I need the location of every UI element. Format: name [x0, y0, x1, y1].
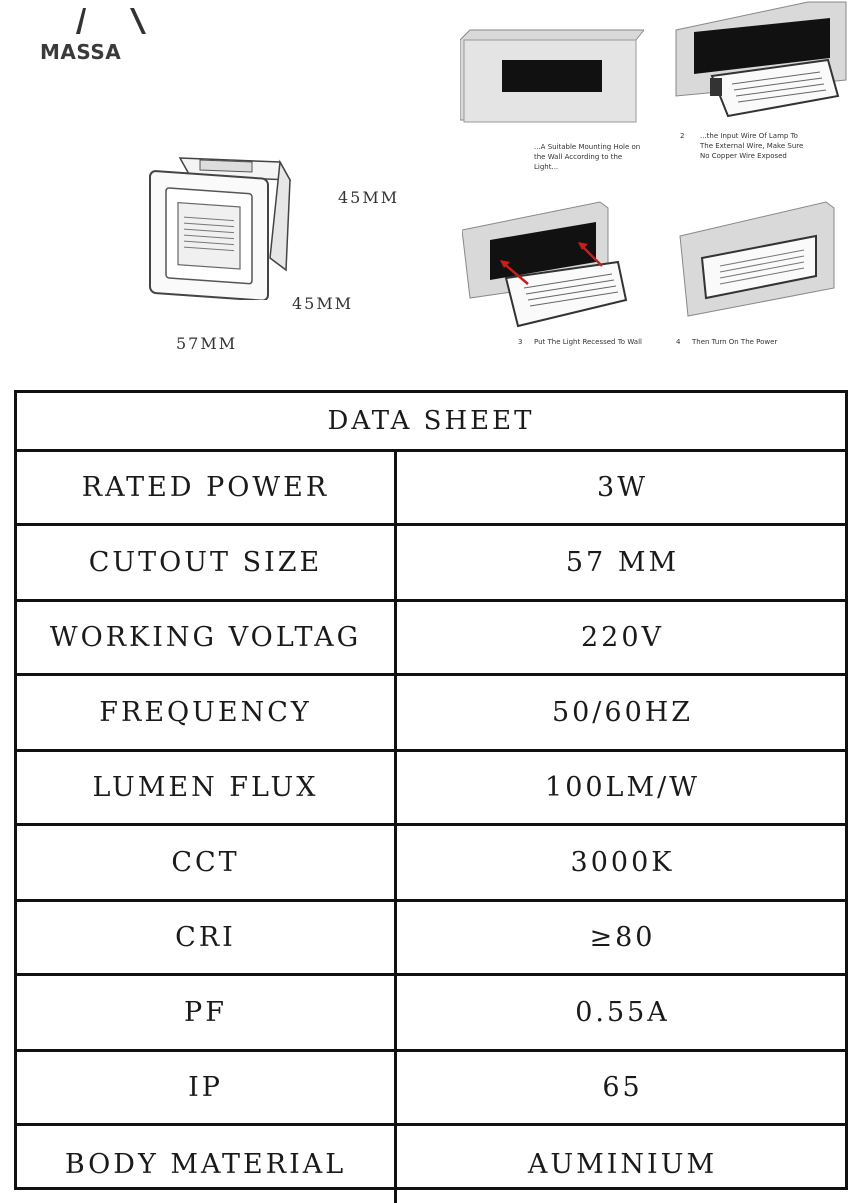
spec-value: 220V — [580, 622, 665, 653]
table-row — [17, 673, 845, 749]
dimension-depth: 45MM — [292, 294, 354, 313]
table-row — [17, 823, 845, 899]
spec-value: 65 — [602, 1072, 643, 1103]
table-row — [17, 1123, 845, 1203]
table-row — [17, 523, 845, 599]
spec-value: 50/60HZ — [551, 697, 694, 728]
step3-number: 3 — [518, 338, 523, 346]
product-illustration-area — [0, 0, 864, 390]
product-drawing — [140, 140, 310, 300]
table-row — [17, 973, 845, 1049]
step1-illustration — [460, 28, 644, 128]
spec-label: LUMEN FLUX — [17, 752, 397, 823]
table-row — [17, 749, 845, 823]
step2-caption: ...the Input Wire Of Lamp To The External Wire, Make Sure No Copper Wire Exposed — [700, 132, 804, 160]
brand-name: MASSA — [40, 40, 122, 64]
spec-label: RATED POWER — [17, 452, 397, 523]
table-row — [17, 899, 845, 973]
spec-label: WORKING VOLTAG — [17, 602, 397, 673]
spec-label: CCT — [17, 826, 397, 899]
spec-label: PF — [17, 976, 397, 1049]
dimension-height: 45MM — [338, 188, 400, 207]
step4-illustration — [676, 200, 836, 322]
step4-number: 4 — [676, 338, 681, 346]
step2-number: 2 — [680, 132, 685, 140]
data-sheet-title: DATA SHEET — [327, 406, 535, 436]
table-row — [17, 599, 845, 673]
step3-illustration — [462, 200, 648, 332]
spec-label: IP — [17, 1052, 397, 1123]
spec-value: ≥80 — [589, 922, 656, 953]
step2-illustration — [668, 0, 852, 130]
data-sheet-table — [14, 390, 848, 1190]
dimension-width: 57MM — [176, 334, 238, 353]
step3-caption: Put The Light Recessed To Wall — [534, 338, 642, 346]
spec-value: 0.55A — [575, 997, 670, 1028]
step1-caption: ...A Suitable Mounting Hole on the Wall According to the Light... — [534, 143, 641, 171]
spec-value: AUMINIUM — [527, 1149, 718, 1180]
spec-value: 3000K — [570, 847, 675, 878]
spec-label: CRI — [17, 902, 397, 973]
spec-value: 100LM/W — [545, 772, 700, 803]
spec-label: CUTOUT SIZE — [17, 526, 397, 599]
table-row — [17, 1049, 845, 1123]
spec-label: BODY MATERIAL — [17, 1126, 397, 1203]
step4-caption: Then Turn On The Power — [692, 338, 778, 346]
spec-label: FREQUENCY — [17, 676, 397, 749]
table-row — [17, 449, 845, 523]
logo-mark-icon — [56, 4, 156, 38]
spec-value: 57 MM — [565, 547, 680, 578]
brand-logo — [40, 4, 150, 64]
spec-value: 3W — [597, 472, 648, 503]
